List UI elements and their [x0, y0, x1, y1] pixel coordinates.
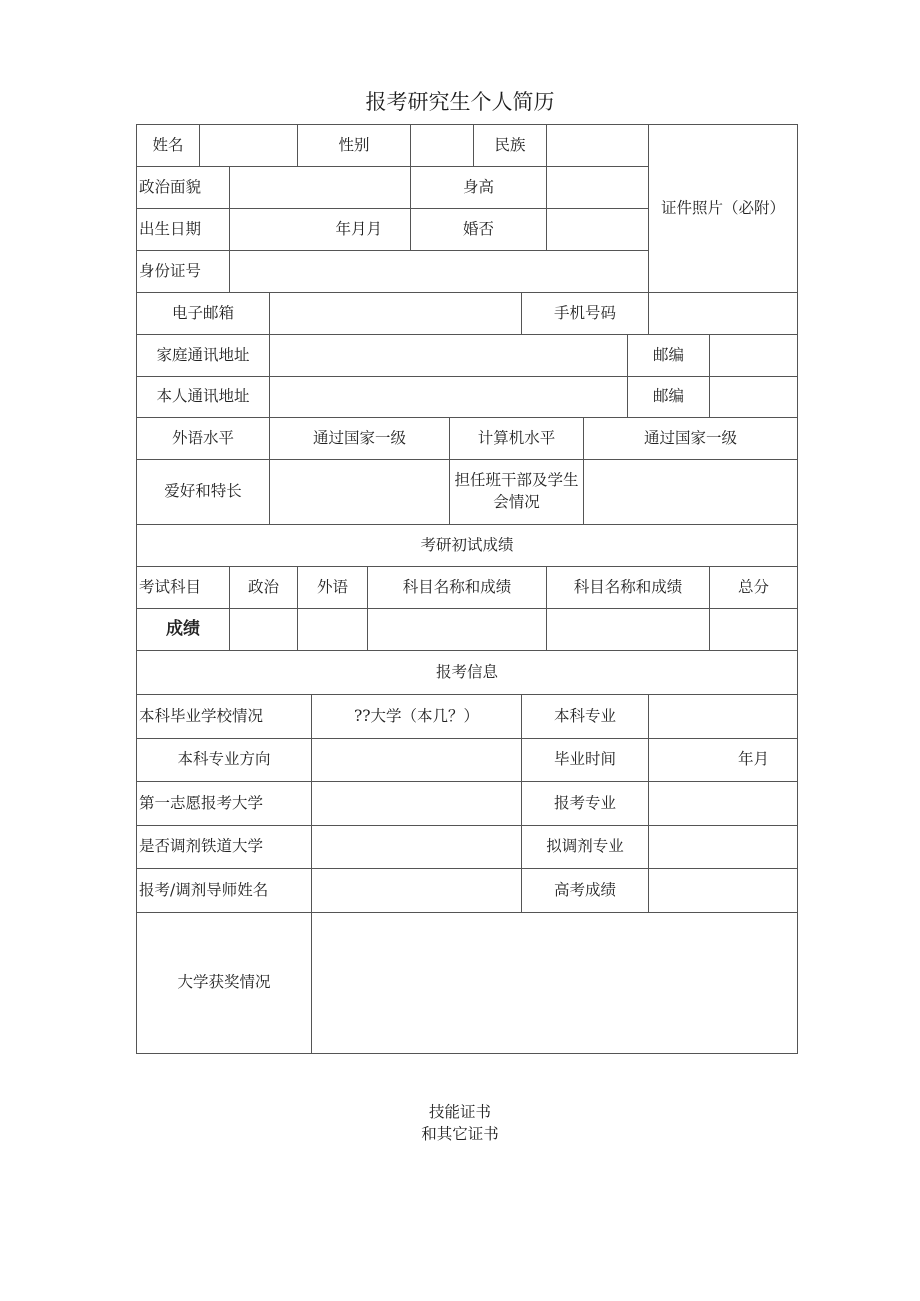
- photo-area[interactable]: 证件照片（必附）: [649, 125, 798, 293]
- undergrad-major-label: 本科专业: [522, 695, 649, 739]
- exam-header-subject1: 科目名称和成绩: [368, 567, 547, 609]
- footer-line-2: 和其它证书: [421, 1125, 499, 1143]
- marital-field[interactable]: [547, 209, 649, 251]
- score-subject2-field[interactable]: [547, 609, 710, 651]
- gaokao-field[interactable]: [649, 869, 798, 913]
- cadre-field[interactable]: [584, 460, 798, 525]
- exam-section-title: 考研初试成绩: [137, 525, 798, 567]
- ethnicity-field[interactable]: [547, 125, 649, 167]
- first-choice-label: 第一志愿报考大学: [137, 782, 312, 826]
- score-total-field[interactable]: [710, 609, 798, 651]
- awards-label: 大学获奖情况: [137, 913, 312, 1054]
- political-label: 政治面貌: [137, 167, 230, 209]
- height-label: 身高: [411, 167, 547, 209]
- undergrad-school-label: 本科毕业学校情况: [137, 695, 312, 739]
- transfer-major-field[interactable]: [649, 826, 798, 869]
- hobbies-field[interactable]: [270, 460, 450, 525]
- gender-label: 性别: [298, 125, 411, 167]
- score-politics-field[interactable]: [230, 609, 298, 651]
- score-language-field[interactable]: [298, 609, 368, 651]
- awards-field[interactable]: [312, 913, 798, 1054]
- score-subject1-field[interactable]: [368, 609, 547, 651]
- name-label: 姓名: [137, 125, 200, 167]
- advisor-label: 报考/调剂导师姓名: [137, 869, 312, 913]
- name-field[interactable]: [200, 125, 298, 167]
- resume-form-table: [136, 124, 798, 1054]
- birth-field[interactable]: 年月月: [230, 209, 411, 251]
- exam-header-language: 外语: [298, 567, 368, 609]
- score-label: 成绩: [137, 609, 230, 651]
- email-field[interactable]: [270, 293, 522, 335]
- transfer-univ-label: 是否调剂铁道大学: [137, 826, 312, 869]
- transfer-major-label: 拟调剂专业: [522, 826, 649, 869]
- id-label: 身份证号: [137, 251, 230, 293]
- exam-header-subject2: 科目名称和成绩: [547, 567, 710, 609]
- grad-time-field[interactable]: 年月: [649, 739, 798, 782]
- cadre-label: 担任班干部及学生会情况: [450, 460, 584, 525]
- major-direction-field[interactable]: [312, 739, 522, 782]
- zip-label-home: 邮编: [628, 335, 710, 377]
- email-label: 电子邮箱: [137, 293, 270, 335]
- exam-header-total: 总分: [710, 567, 798, 609]
- own-address-label: 本人通讯地址: [137, 377, 270, 418]
- grad-time-label: 毕业时间: [522, 739, 649, 782]
- exam-header-politics: 政治: [230, 567, 298, 609]
- home-address-field[interactable]: [270, 335, 628, 377]
- language-value[interactable]: 通过国家一级: [270, 418, 450, 460]
- zip-field-own[interactable]: [710, 377, 798, 418]
- ethnicity-label: 民族: [474, 125, 547, 167]
- zip-label-own: 邮编: [628, 377, 710, 418]
- height-field[interactable]: [547, 167, 649, 209]
- home-address-label: 家庭通讯地址: [137, 335, 270, 377]
- first-choice-field[interactable]: [312, 782, 522, 826]
- phone-label: 手机号码: [522, 293, 649, 335]
- gender-field[interactable]: [411, 125, 474, 167]
- advisor-field[interactable]: [312, 869, 522, 913]
- birth-label: 出生日期: [137, 209, 230, 251]
- language-label: 外语水平: [137, 418, 270, 460]
- computer-label: 计算机水平: [450, 418, 584, 460]
- marital-label: 婚否: [411, 209, 547, 251]
- undergrad-major-field[interactable]: [649, 695, 798, 739]
- apply-major-label: 报考专业: [522, 782, 649, 826]
- hobbies-label: 爱好和特长: [137, 460, 270, 525]
- exam-header-subject: 考试科目: [137, 567, 230, 609]
- footer-line-1: 技能证书: [428, 1103, 491, 1121]
- page-title: 报考研究生个人简历: [365, 90, 555, 114]
- apply-major-field[interactable]: [649, 782, 798, 826]
- application-section-title: 报考信息: [137, 651, 798, 695]
- gaokao-label: 高考成绩: [522, 869, 649, 913]
- id-field[interactable]: [230, 251, 649, 293]
- own-address-field[interactable]: [270, 377, 628, 418]
- political-field[interactable]: [230, 167, 411, 209]
- transfer-univ-field[interactable]: [312, 826, 522, 869]
- phone-field[interactable]: [649, 293, 798, 335]
- undergrad-school-value[interactable]: ??大学（本几？）: [312, 695, 522, 739]
- zip-field-home[interactable]: [710, 335, 798, 377]
- computer-value[interactable]: 通过国家一级: [584, 418, 798, 460]
- major-direction-label: 本科专业方向: [137, 739, 312, 782]
